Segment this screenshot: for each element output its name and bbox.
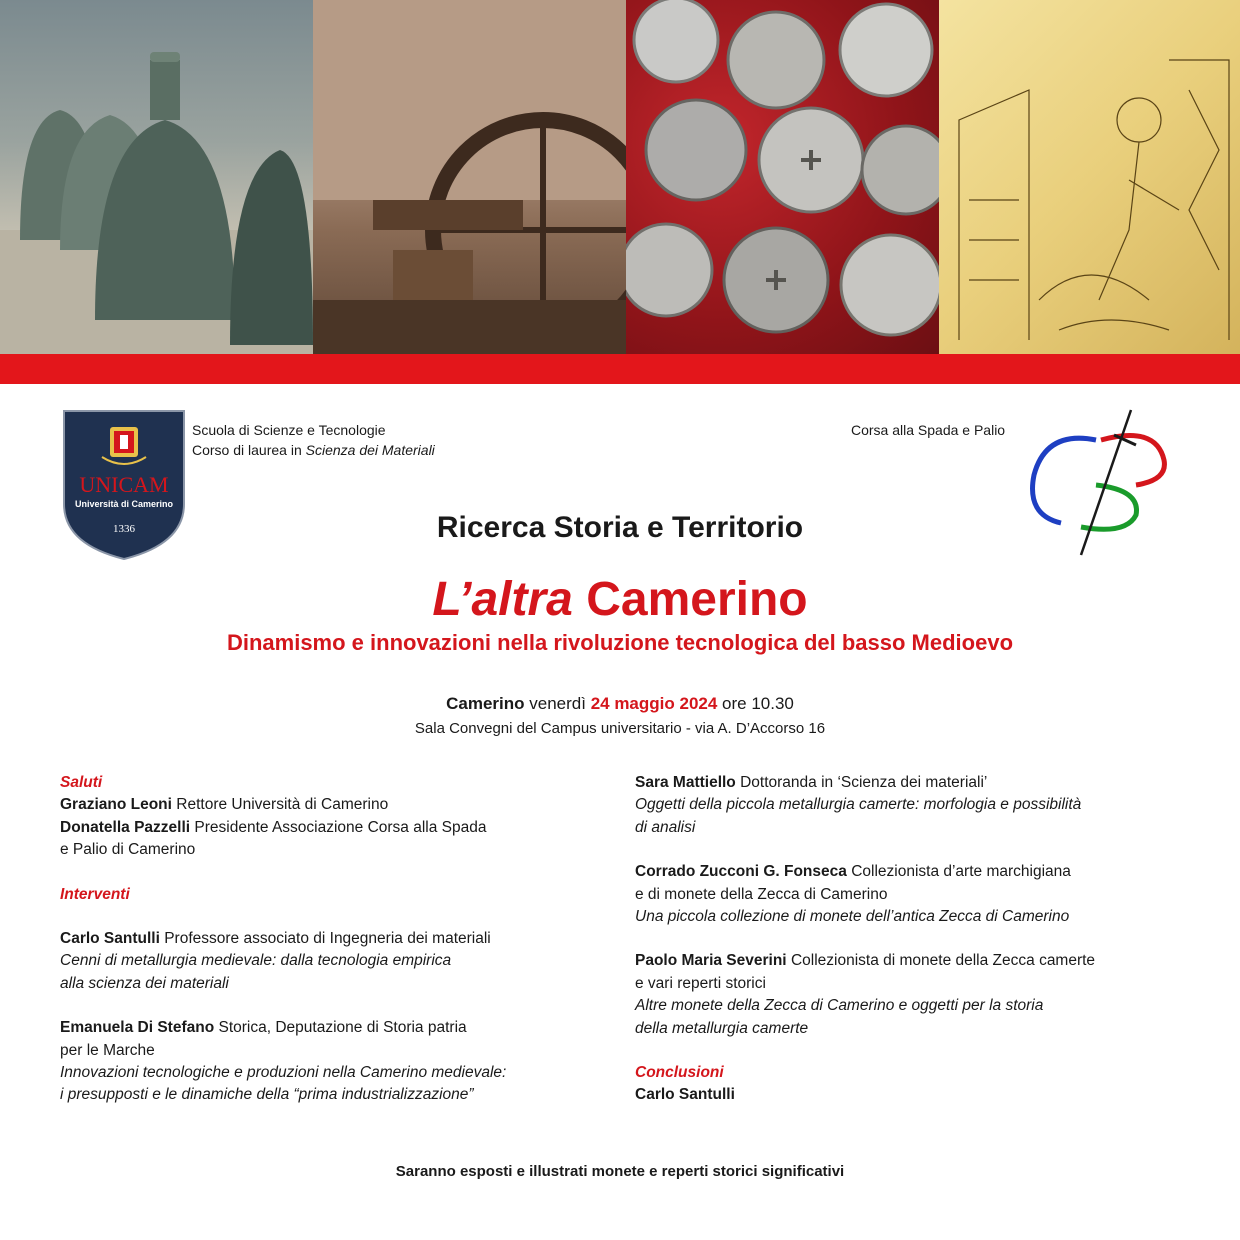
conclusion-speaker: Carlo Santulli (635, 1086, 735, 1104)
footer-note: Saranno esposti e illustrati monete e reperti storici significativi (395, 1163, 845, 1180)
talk-title-cont: i presupposti e le dinamiche della “prima industrializzazione” (60, 1086, 474, 1104)
talk-title: Cenni di metallurgia medievale: dalla tecnologia empirica (60, 952, 452, 970)
event-time: ore 10.30 (722, 694, 794, 713)
unicam-logo-year: 1336 (113, 523, 135, 535)
event-title-italic: L’altra (432, 573, 573, 626)
conclusioni-heading: Conclusioni (635, 1064, 724, 1082)
red-divider-bar (0, 354, 1240, 384)
event-title (0, 572, 1240, 628)
saluti-heading: Saluti (60, 774, 103, 791)
event-series-heading: Ricerca Storia e Territorio (436, 511, 804, 544)
speaker-entry: Emanuela Di Stefano Storica, Deputazione di Storia patria (60, 1019, 467, 1037)
event-datetime (0, 694, 1240, 714)
speaker-role-cont: e di monete della Zecca di Camerino (635, 885, 888, 903)
speaker-role-cont: e vari reperti storici (635, 974, 766, 992)
school-line-1: Scuola di Scienze e Tecnologie (192, 422, 386, 438)
event-venue: Sala Convegni del Campus universitario - via A. D’Accorso 16 (414, 720, 826, 737)
talk-title-cont: alla scienza dei materiali (60, 974, 229, 992)
talk-title: Una piccola collezione di monete dell’antica Zecca di Camerino (635, 908, 1070, 926)
event-city: Camerino (446, 694, 525, 713)
talk-title: Innovazioni tecnologiche e produzioni nella Camerino medievale: (60, 1064, 507, 1082)
school-line-2: Corso di laurea in Scienza dei Materiali (192, 442, 435, 458)
talk-title: Oggetti della piccola metallurgia camerte: morfologia e possibilità (635, 796, 1082, 814)
engraving-image (939, 0, 1240, 354)
event-title-main: Camerino (586, 573, 808, 626)
unicam-logo-text: UNICAM (79, 472, 169, 497)
speaker-entry: Corrado Zucconi G. Fonseca Collezionista d’arte marchigiana (635, 863, 1071, 881)
school-info (192, 420, 435, 460)
talk-title: Altre monete della Zecca di Camerino e oggetti per la storia (635, 997, 1044, 1015)
interventi-heading: Interventi (60, 885, 130, 903)
talk-title-cont: di analisi (635, 818, 696, 836)
header-banner (0, 0, 1240, 354)
speaker-role-cont: per le Marche (60, 1041, 155, 1059)
workshop-image (313, 0, 626, 354)
bells-image (0, 0, 313, 354)
speaker-entry: Sara Mattiello Dottoranda in ‘Scienza dei materiali’ (635, 774, 988, 791)
program-left-column (60, 772, 580, 1107)
event-subtitle: Dinamismo e innovazioni nella rivoluzione tecnologica del basso Medioevo (226, 630, 1014, 655)
program-right-column (635, 772, 1195, 1107)
speaker-entry: Carlo Santulli Professore associato di Ingegneria dei materiali (60, 930, 491, 948)
unicam-logo-sub: Università di Camerino (74, 499, 174, 509)
speaker-entry: Donatella Pazzelli Presidente Associazione Corsa alla Spada (60, 818, 487, 836)
coins-image (626, 0, 939, 354)
csp-label: Corsa alla Spada e Palio (851, 422, 1006, 438)
speaker-role-cont: e Palio di Camerino (60, 841, 196, 859)
event-date: 24 maggio 2024 (590, 694, 718, 713)
speaker-entry: Graziano Leoni Rettore Università di Camerino (60, 796, 389, 814)
speaker-entry: Paolo Maria Severini Collezionista di monete della Zecca camerte (635, 952, 1096, 970)
event-day: venerdì (529, 694, 586, 713)
talk-title-cont: della metallurgia camerte (635, 1019, 809, 1037)
